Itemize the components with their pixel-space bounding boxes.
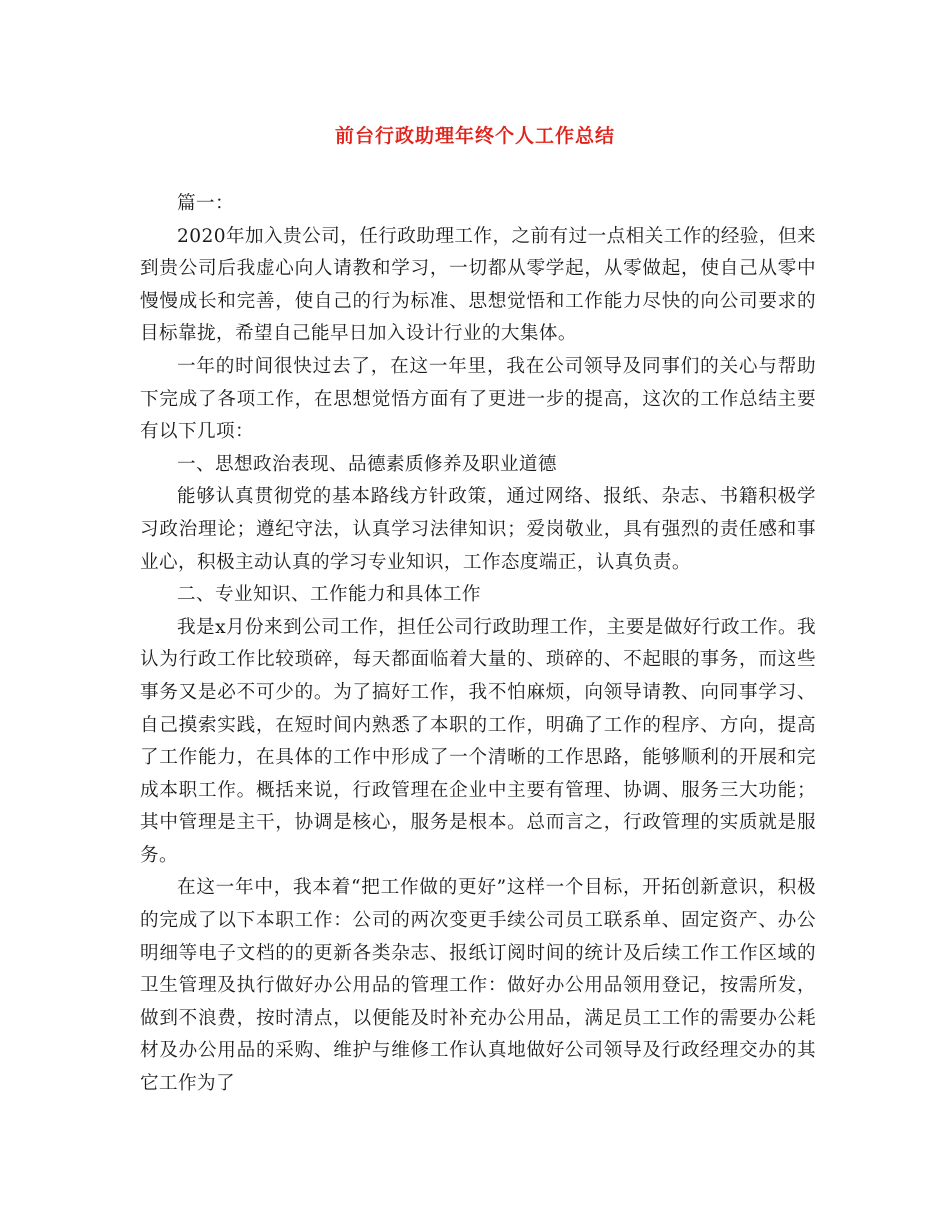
paragraph-political: 能够认真贯彻党的基本路线方针政策，通过网络、报纸、杂志、书籍积极学习政治理论；遵纪守法，认真学习法律知识；爱岗敬业，具有强烈的责任感和事业心，积极主动认真的学习专业知识，工作态度端正，认真负责。 — [140, 486, 816, 573]
document-body — [140, 188, 816, 1101]
paragraph-achievements: 在这一年中，我本着“把工作做的更好”这样一个目标，开拓创新意识，积极的完成了以下本职工作：公司的两次变更手续公司员工联系单、固定资产、办公明细等电子文档的的更新各类杂志、报纸订阅时间的统计及后续工作工作区域的卫生管理及执行做好办公用品的管理工作：做好办公用品领用登记，按需所发，做到不浪费，按时清点，以便能及时补充办公用品，满足员工工作的需要办公耗材及办公用品的采购、维护与维修工作认真地做好公司领导及行政经理交办的其它工作为了 — [140, 877, 816, 1095]
document-title: 前台行政助理年终个人工作总结 — [334, 125, 615, 147]
paragraph-work-duties: 我是x月份来到公司工作，担任公司行政助理工作，主要是做好行政工作。我认为行政工作比较琐碎，每天都面临着大量的、琐碎的、不起眼的事务，而这些事务又是必不可少的。为了搞好工作，我不怕麻烦，向领导请教、向同事学习、自己摸索实践，在短时间内熟悉了本职的工作，明确了工作的程序、方向，提高了工作能力，在具体的工作中形成了一个清晰的工作思路，能够顺利的开展和完成本职工作。概括来说，行政管理在企业中主要有管理、协调、服务三大功能；其中管理是主干，协调是核心，服务是根本。总而言之，行政管理的实质就是服务。 — [140, 616, 816, 866]
paragraph-intro: 2020年加入贵公司，任行政助理工作，之前有过一点相关工作的经验，但来到贵公司后我虚心向人请教和学习，一切都从零学起，从零做起，使自己从零中慢慢成长和完善，使自己的行为标准、思想觉悟和工作能力尽快的向公司要求的目标靠拢，希望自己能早日加入设计行业的大集体。 — [140, 225, 816, 345]
paragraph-year-summary: 一年的时间很快过去了，在这一年里，我在公司领导及同事们的关心与帮助下完成了各项工作，在思想觉悟方面有了更进一步的提高，这次的工作总结主要有以下几项： — [140, 355, 816, 443]
section-heading-2: 二、专业知识、工作能力和具体工作 — [177, 584, 481, 606]
section-heading-1: 一、思想政治表现、品德素质修养及职业道德 — [177, 453, 557, 475]
paragraph-heading-part-one: 篇一： — [177, 193, 234, 214]
